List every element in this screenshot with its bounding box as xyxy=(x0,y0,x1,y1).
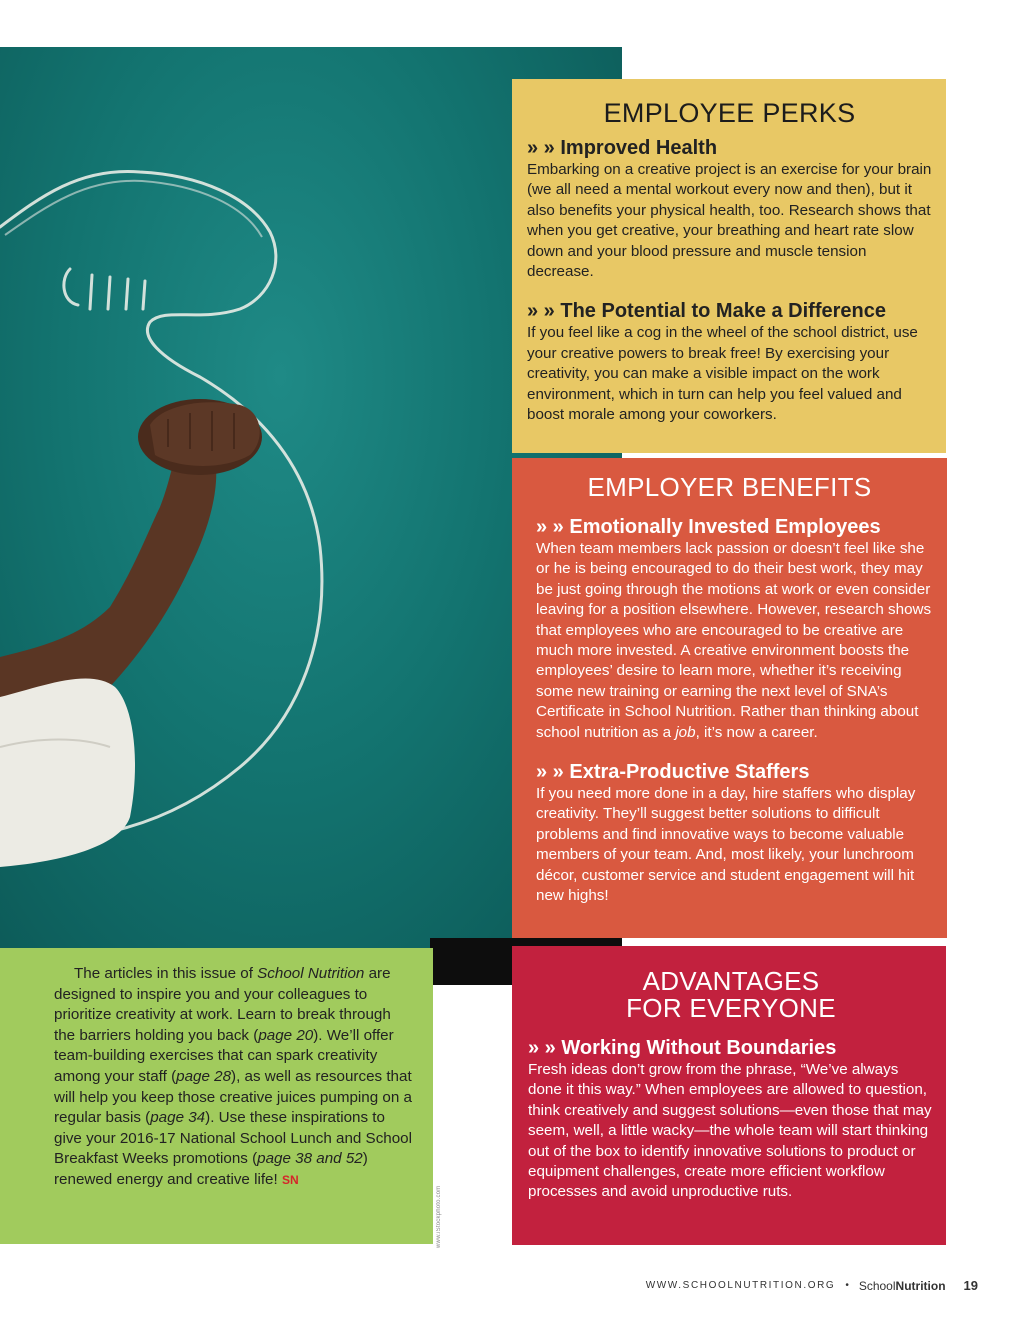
advantages-title-line2: FOR EVERYONE xyxy=(626,993,836,1023)
advantages-title-line1: ADVANTAGES xyxy=(642,966,820,996)
benefit-body-text: When team members lack passion or doesn’t feel like she or he is being encouraged to do their best work, they may be just going through the motions at work or even consider leaving for a position elsewhere. However, research shows that employees who are encouraged to be creative are much more invested. A creative environment boosts the employees’ desire to learn more, whether it’s receiving some new training or earning the next level of SNA’s Certificate in School Nutrition. Rather than thinking about school nutrition as a xyxy=(536,540,932,741)
advantage-body: Fresh ideas don’t grow from the phrase, “We’ve always done it this way.” When employees are allowed to question, think creatively and suggest solutions—even those that may seem, well, a little wacky—the whole team will start thinking out of the box to identify innovative solutions to product or equipment challenges, create more efficient workflow processes and avoid unproductive ruts. xyxy=(528,1061,932,1201)
page-reference: page 34 xyxy=(150,1109,206,1127)
intro-text: ). Use these inspirations to give your 2016-17 National School Lunch and School Breakfast Weeks promotions ( xyxy=(54,1109,412,1168)
perk-improved-health xyxy=(527,137,932,282)
footer-brand-bold: Nutrition xyxy=(895,1278,946,1293)
benefit-heading: » » Emotionally Invested Employees xyxy=(536,516,881,538)
photo-credit: www.iStockphoto.com xyxy=(436,1185,442,1248)
page-reference: page 38 and 52 xyxy=(257,1150,363,1168)
benefit-productive-staffers xyxy=(536,761,935,906)
employee-perks-box xyxy=(512,79,946,453)
page-reference: page 28 xyxy=(176,1067,232,1085)
perk-body: If you feel like a cog in the wheel of the school district, use your creative powers to break free! By exercising your creativity, you can make a visible impact on the work environment, which in turn can help you feel valued and boost morale among your coworkers. xyxy=(527,324,918,424)
intro-box xyxy=(0,948,433,1244)
intro-paragraph xyxy=(54,964,413,1191)
footer-brand xyxy=(859,1279,946,1293)
perk-heading: » » Improved Health xyxy=(527,137,718,159)
perk-make-difference xyxy=(527,300,932,425)
employee-perks-title: EMPLOYEE PERKS xyxy=(603,98,856,128)
intro-text: ) renewed energy and creative life! xyxy=(54,1150,368,1188)
benefit-body-text: , it’s now a career. xyxy=(695,723,818,741)
intro-text: The articles in this issue of xyxy=(74,965,258,982)
advantage-heading: » » Working Without Boundaries xyxy=(528,1037,837,1059)
page-number: 19 xyxy=(963,1278,978,1293)
footer-url: WWW.SCHOOLNUTRITION.ORG xyxy=(645,1280,836,1291)
page-footer xyxy=(646,1278,978,1293)
magazine-name: School Nutrition xyxy=(257,965,365,982)
employer-benefits-box xyxy=(512,458,947,938)
intro-text: are designed to inspire you and your colleagues to prioritize creativity at work. Learn to break through the barriers holding you back ( xyxy=(54,965,391,1044)
benefit-body xyxy=(536,539,935,743)
benefit-invested-employees xyxy=(536,516,935,743)
perk-heading: » » The Potential to Make a Difference xyxy=(527,300,886,323)
sn-signoff: SN xyxy=(281,1172,299,1187)
page-reference: page 20 xyxy=(258,1026,314,1044)
footer-separator: • xyxy=(845,1280,849,1291)
intro-text: ), as well as resources that will help you keep those creative juices pumping on a regular basis ( xyxy=(54,1067,412,1127)
perk-body: Embarking on a creative project is an exercise for your brain (we all need a mental workout every now and then), but it also benefits your physical health, too. Research shows that when you get creative, your breathing and heart rate slow down and your blood pressure and muscle tension decrease. xyxy=(527,161,932,281)
employer-benefits-title: EMPLOYER BENEFITS xyxy=(587,472,872,502)
benefit-body: If you need more done in a day, hire staffers who display creativity. They’ll suggest better solutions to difficult problems and find innovative ways to become valuable members of your team. And, most likely, your lunchroom décor, customer service and student engagement will hit new highs! xyxy=(536,785,916,905)
benefit-body-emphasis: job xyxy=(675,723,696,741)
advantages-box xyxy=(512,946,946,1245)
intro-text: ). We’ll offer team-building exercises that can spark creativity among your staff ( xyxy=(54,1026,394,1085)
benefit-heading: » » Extra-Productive Staffers xyxy=(536,761,810,784)
footer-brand-light: School xyxy=(858,1278,896,1293)
advantages-title xyxy=(528,968,934,1022)
